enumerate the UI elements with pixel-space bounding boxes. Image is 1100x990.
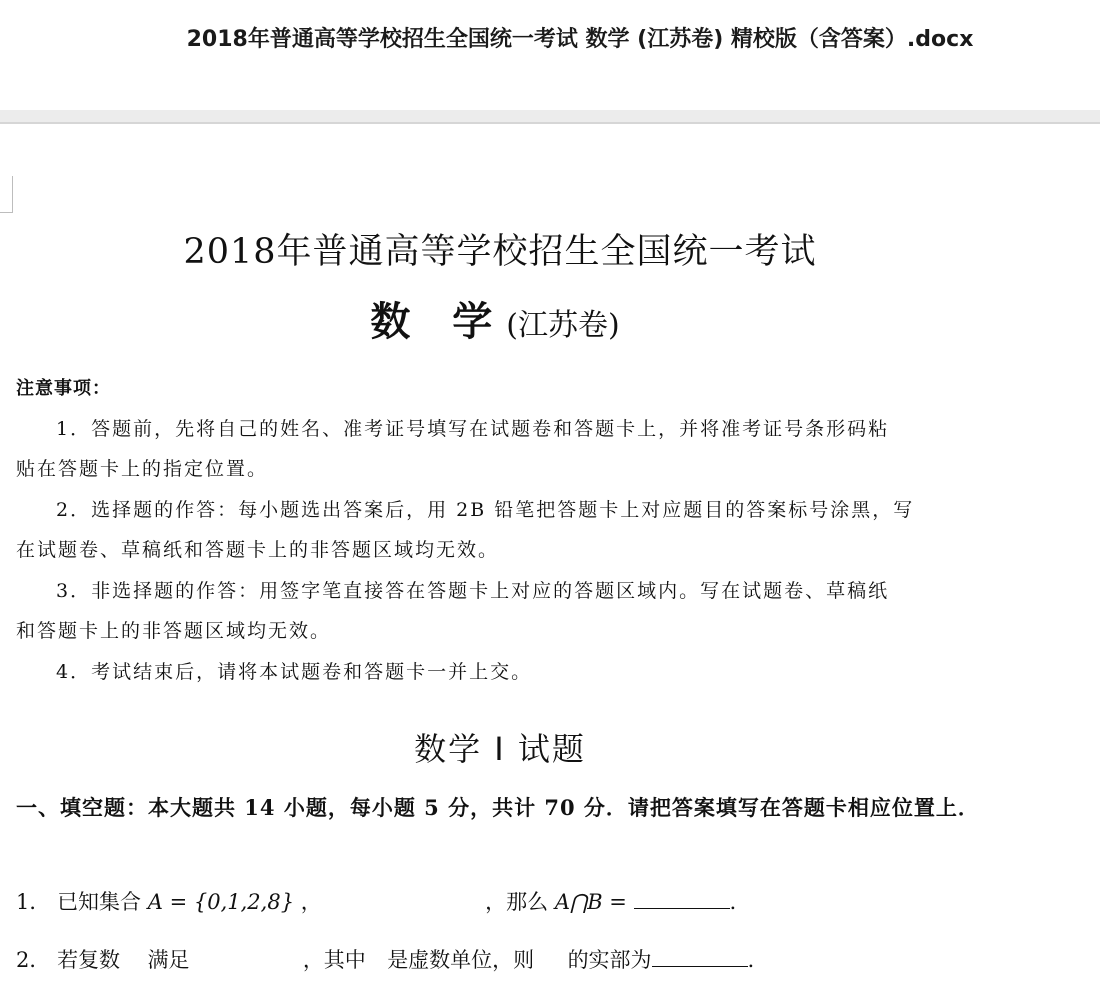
question-end: ． [729, 890, 751, 914]
question-text: ， [300, 890, 322, 914]
section-title: 数学 Ⅰ 试题 [414, 730, 586, 768]
question-text: 满足 [147, 948, 190, 972]
document-filename: 2018年普通高等学校招生全国统一考试 数学 (江苏卷) 精校版（含答案）.docx [186, 27, 974, 52]
margin-corner-mark [0, 176, 13, 213]
question-text: 若复数 [57, 948, 121, 972]
notice-line: 3．非选择题的作答：用签字笔直接答在答题卡上对应的答题区域内。写在试题卷、草稿纸 [56, 580, 890, 602]
notice-line: 1．答题前，先将自己的姓名、准考证号填写在试题卷和答题卡上，并将准考证号条形码粘 [56, 418, 890, 440]
notice-item-2 [16, 490, 980, 570]
title-bar [0, 0, 1100, 110]
question-number: 1． [16, 890, 51, 914]
question-1 [16, 886, 751, 916]
question-end: ． [747, 948, 769, 972]
question-text: 是虚数单位，则 [387, 948, 535, 972]
notice-item-4 [16, 652, 980, 692]
notice-line: 和答题卡上的非答题区域均无效。 [16, 620, 332, 642]
notice-item-1 [16, 409, 980, 489]
fill-blank-instructions: 一、填空题：本大题共 14 小题，每小题 5 分，共计 70 分．请把答案填写在答题卡相应位置上． [16, 795, 980, 820]
answer-blank[interactable] [634, 888, 730, 909]
set-a-formula: A = {0,1,2,8} [147, 890, 295, 914]
question-text: 的实部为 [567, 948, 652, 972]
answer-blank[interactable] [652, 946, 748, 967]
intersection-formula: A⋂B = [554, 890, 627, 914]
notice-item-3 [16, 571, 980, 651]
question-text: 已知集合 [57, 890, 142, 914]
question-text: ，其中 [302, 948, 366, 972]
notice-heading: 注意事项： [16, 378, 111, 399]
question-text: ，那么 [485, 890, 549, 914]
notice-line: 2．选择题的作答：每小题选出答案后，用 2B 铅笔把答题卡上对应题目的答案标号涂黑，写 [56, 499, 915, 521]
exam-title: 2018年普通高等学校招生全国统一考试 [183, 232, 817, 272]
toolbar-separator [0, 110, 1100, 122]
document-page[interactable] [0, 124, 1100, 990]
question-number: 2． [16, 948, 51, 972]
subject-province: (江苏卷) [506, 308, 620, 343]
subject-heading [0, 290, 990, 347]
notice-line: 4．考试结束后，请将本试题卷和答题卡一并上交。 [56, 661, 533, 683]
notice-line: 贴在答题卡上的指定位置。 [16, 458, 269, 480]
question-2 [16, 944, 769, 974]
notice-line: 在试题卷、草稿纸和答题卡上的非答题区域均无效。 [16, 539, 500, 561]
subject-name: 数 学 [370, 299, 507, 345]
